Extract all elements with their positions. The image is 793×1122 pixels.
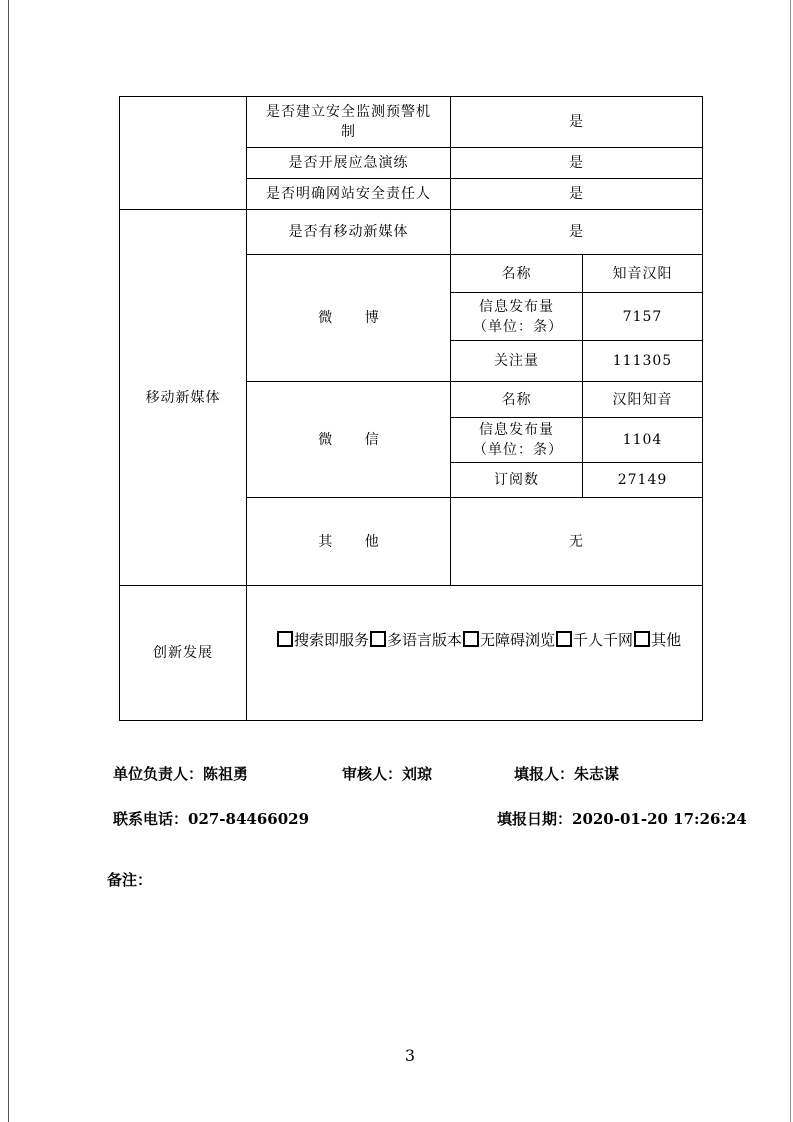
page-number: 3 (404, 1046, 416, 1065)
report-table (119, 96, 703, 721)
weixin-posts-value: 1104 (583, 418, 703, 463)
filler: 填报人：朱志谋 (514, 765, 620, 783)
weixin-name-label: 名称 (451, 382, 583, 418)
other-value: 无 (451, 498, 703, 586)
fill-date: 填报日期：2020-01-20 17:26:24 (497, 810, 747, 828)
row-value-monitoring: 是 (451, 97, 703, 148)
option-personalized: 千人千网 (573, 631, 634, 649)
innovation-options (247, 586, 703, 721)
other-label: 其 他 (247, 498, 451, 586)
checkbox-multilingual[interactable] (370, 631, 386, 647)
has-mobile-value: 是 (451, 210, 703, 255)
checkbox-accessibility[interactable] (463, 631, 479, 647)
weixin-posts-label: 信息发布量（单位：条） (451, 418, 583, 463)
checkbox-personalized[interactable] (556, 631, 572, 647)
option-accessibility: 无障碍浏览 (480, 631, 556, 649)
row-label-drill: 是否开展应急演练 (247, 148, 451, 179)
page-edge-right (790, 0, 791, 1122)
mobile-category-cell: 移动新媒体 (120, 210, 247, 586)
weixin-sub-value: 27149 (583, 463, 703, 498)
remark-label: 备注： (107, 871, 153, 889)
checkbox-search-service[interactable] (277, 631, 293, 647)
unit-head: 单位负责人：陈祖勇 (113, 765, 249, 783)
weibo-label: 微 博 (247, 255, 451, 382)
weixin-name-value: 汉阳知音 (583, 382, 703, 418)
option-multilingual: 多语言版本 (387, 631, 463, 649)
option-other: 其他 (651, 631, 682, 649)
weibo-follow-value: 111305 (583, 341, 703, 382)
row-label-responsible: 是否明确网站安全责任人 (247, 179, 451, 210)
weixin-label: 微 信 (247, 382, 451, 498)
weibo-name-label: 名称 (451, 255, 583, 293)
weixin-sub-label: 订阅数 (451, 463, 583, 498)
weibo-follow-label: 关注量 (451, 341, 583, 382)
row-label-monitoring: 是否建立安全监测预警机制 (247, 97, 451, 148)
weibo-name-value: 知音汉阳 (583, 255, 703, 293)
innovation-category-cell: 创新发展 (120, 586, 247, 721)
page-edge-left (8, 0, 9, 1122)
contact-phone: 联系电话：027-84466029 (113, 810, 310, 828)
row-value-drill: 是 (451, 148, 703, 179)
blank-category-cell (120, 97, 247, 210)
weibo-posts-label: 信息发布量（单位：条） (451, 293, 583, 341)
checkbox-other[interactable] (634, 631, 650, 647)
row-value-responsible: 是 (451, 179, 703, 210)
reviewer: 审核人：刘琼 (342, 765, 433, 783)
has-mobile-label: 是否有移动新媒体 (247, 210, 451, 255)
weibo-posts-value: 7157 (583, 293, 703, 341)
option-search-service: 搜索即服务 (294, 631, 370, 649)
